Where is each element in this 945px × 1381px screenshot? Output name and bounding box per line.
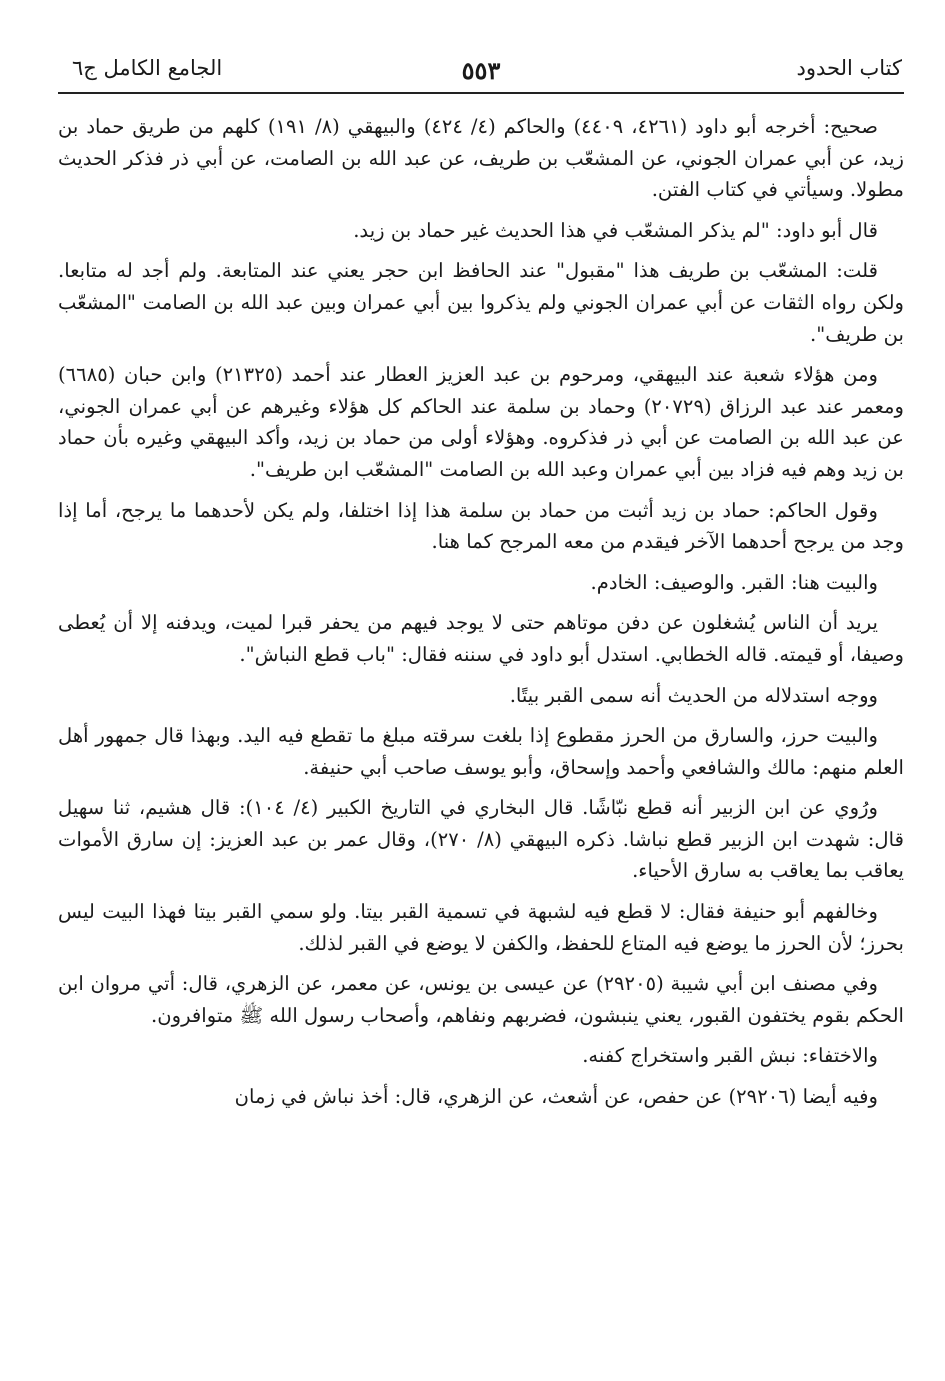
paragraph-hakim: وقول الحاكم: حماد بن زيد أثبت من حماد بن سلمة هذا إذا اختلفا، ولم يكن لأحدهما ما يرجح، أما إذا وجد من يرجح أحدهما الآخر فيقدم من معه المرجح كما هنا. bbox=[58, 498, 904, 554]
paragraph-definitions: والبيت هنا: القبر. والوصيف: الخادم. bbox=[590, 570, 878, 594]
page-number: ٥٥٣ bbox=[461, 56, 501, 85]
paragraph-continued: وفيه أيضا (٢٩٢٠٦) عن حفص، عن أشعث، عن الزهري، قال: أخذ نباش في زمان bbox=[234, 1085, 878, 1109]
page-body bbox=[58, 111, 904, 1113]
book-section-title: كتاب الحدود bbox=[796, 56, 902, 80]
paragraph-qultu: قلت: المشعّب بن طريف هذا "مقبول" عند الحافظ ابن حجر يعني عند المتابعة. ولم أجد له متابعا. ولكن رواه الثقات عن أبي عمران الجوني ولم يذكروا بين أبي عمران وبين عبد الله بن الصامت "المشعّب بن طريف". bbox=[58, 259, 904, 346]
paragraph-ibn-zubayr: ورُوي عن ابن الزبير أنه قطع نبّاشًا. قال البخاري في التاريخ الكبير (٤/ ١٠٤): قال هشيم، ثنا سهيل قال: شهدت ابن الزبير قطع نباشا. ذكره البيهقي (٨/ ٢٧٠)، وقال عمر بن عبد العزيز: إن سارق الأموات يعاقب بما يعاقب به سارق الأحياء. bbox=[58, 796, 904, 883]
book-title: الجامع الكامل ج٦ bbox=[72, 56, 223, 80]
paragraph-abu-hanifa: وخالفهم أبو حنيفة فقال: لا قطع فيه لشبهة في تسمية القبر بيتا. ولو سمي القبر بيتا فهذا البيت ليس بحرز؛ لأن الحرز ما يوضع فيه المتاع للحفظ، والكفن لا يوضع في القبر لذلك. bbox=[58, 900, 904, 955]
book-page bbox=[58, 50, 904, 1360]
running-header bbox=[58, 50, 904, 94]
paragraph-abu-dawud-note: قال أبو داود: "لم يذكر المشعّب في هذا الحديث غير حماد بن زيد. bbox=[353, 218, 878, 242]
paragraph-meaning: يريد أن الناس يُشغلون عن دفن موتاهم حتى لا يوجد فيهم من يحفر قبرا لميت، ويدفنه إلا أن يُعطى وصيفا، أو قيمته. قاله الخطابي. استدل أبو داود في سننه فقال: "باب قطع النباش". bbox=[58, 611, 904, 666]
paragraph-takhrij: صحيح: أخرجه أبو داود (٤٢٦١، ٤٤٠٩) والحاكم (٤/ ٤٢٤) والبيهقي (٨/ ١٩١) كلهم من طريق حماد بن زيد، عن أبي عمران الجوني، عن المشعّب بن طريف، عن عبد الله بن الصامت، عن أبي ذر فذكر الحديث مطولا. وسيأتي في كتاب الفتن. bbox=[58, 115, 904, 202]
paragraph-narrators: ومن هؤلاء شعبة عند البيهقي، ومرحوم بن عبد العزيز العطار عند أحمد (٢١٣٢٥) وابن حبان (٦٦٨٥) ومعمر عند عبد الرزاق (٢٠٧٢٩) وحماد بن سلمة عند الحاكم كل هؤلاء وغيرهم عن أبي عمران الجوني، عن عبد الله بن الصامت عن أبي ذر فذكروه. وهؤلاء أولى من حماد بن زيد، وأكد البيهقي وغيره بأن حماد بن زيد وهم فيه فزاد بين أبي عمران وعبد الله بن الصامت "المشعّب ابن طريف". bbox=[58, 363, 904, 481]
paragraph-inference: ووجه استدلاله من الحديث أنه سمى القبر بيتًا. bbox=[509, 683, 878, 707]
paragraph-ikhtifa: والاختفاء: نبش القبر واستخراج كفنه. bbox=[582, 1044, 878, 1068]
paragraph-musannaf: وفي مصنف ابن أبي شيبة (٢٩٢٠٥) عن عيسى بن يونس، عن معمر، عن الزهري، قال: أتي مروان ابن الحكم بقوم يختفون القبور، يعني ينبشون، فضربهم ونفاهم، وأصحاب رسول الله ﷺ متوافرون. bbox=[58, 972, 904, 1027]
paragraph-hirz: والبيت حرز، والسارق من الحرز مقطوع إذا بلغت سرقته مبلغ ما تقطع فيه اليد. وبهذا قال جمهور أهل العلم منهم: مالك والشافعي وأحمد وإسحاق، وأبو يوسف صاحب أبي حنيفة. bbox=[58, 724, 904, 779]
